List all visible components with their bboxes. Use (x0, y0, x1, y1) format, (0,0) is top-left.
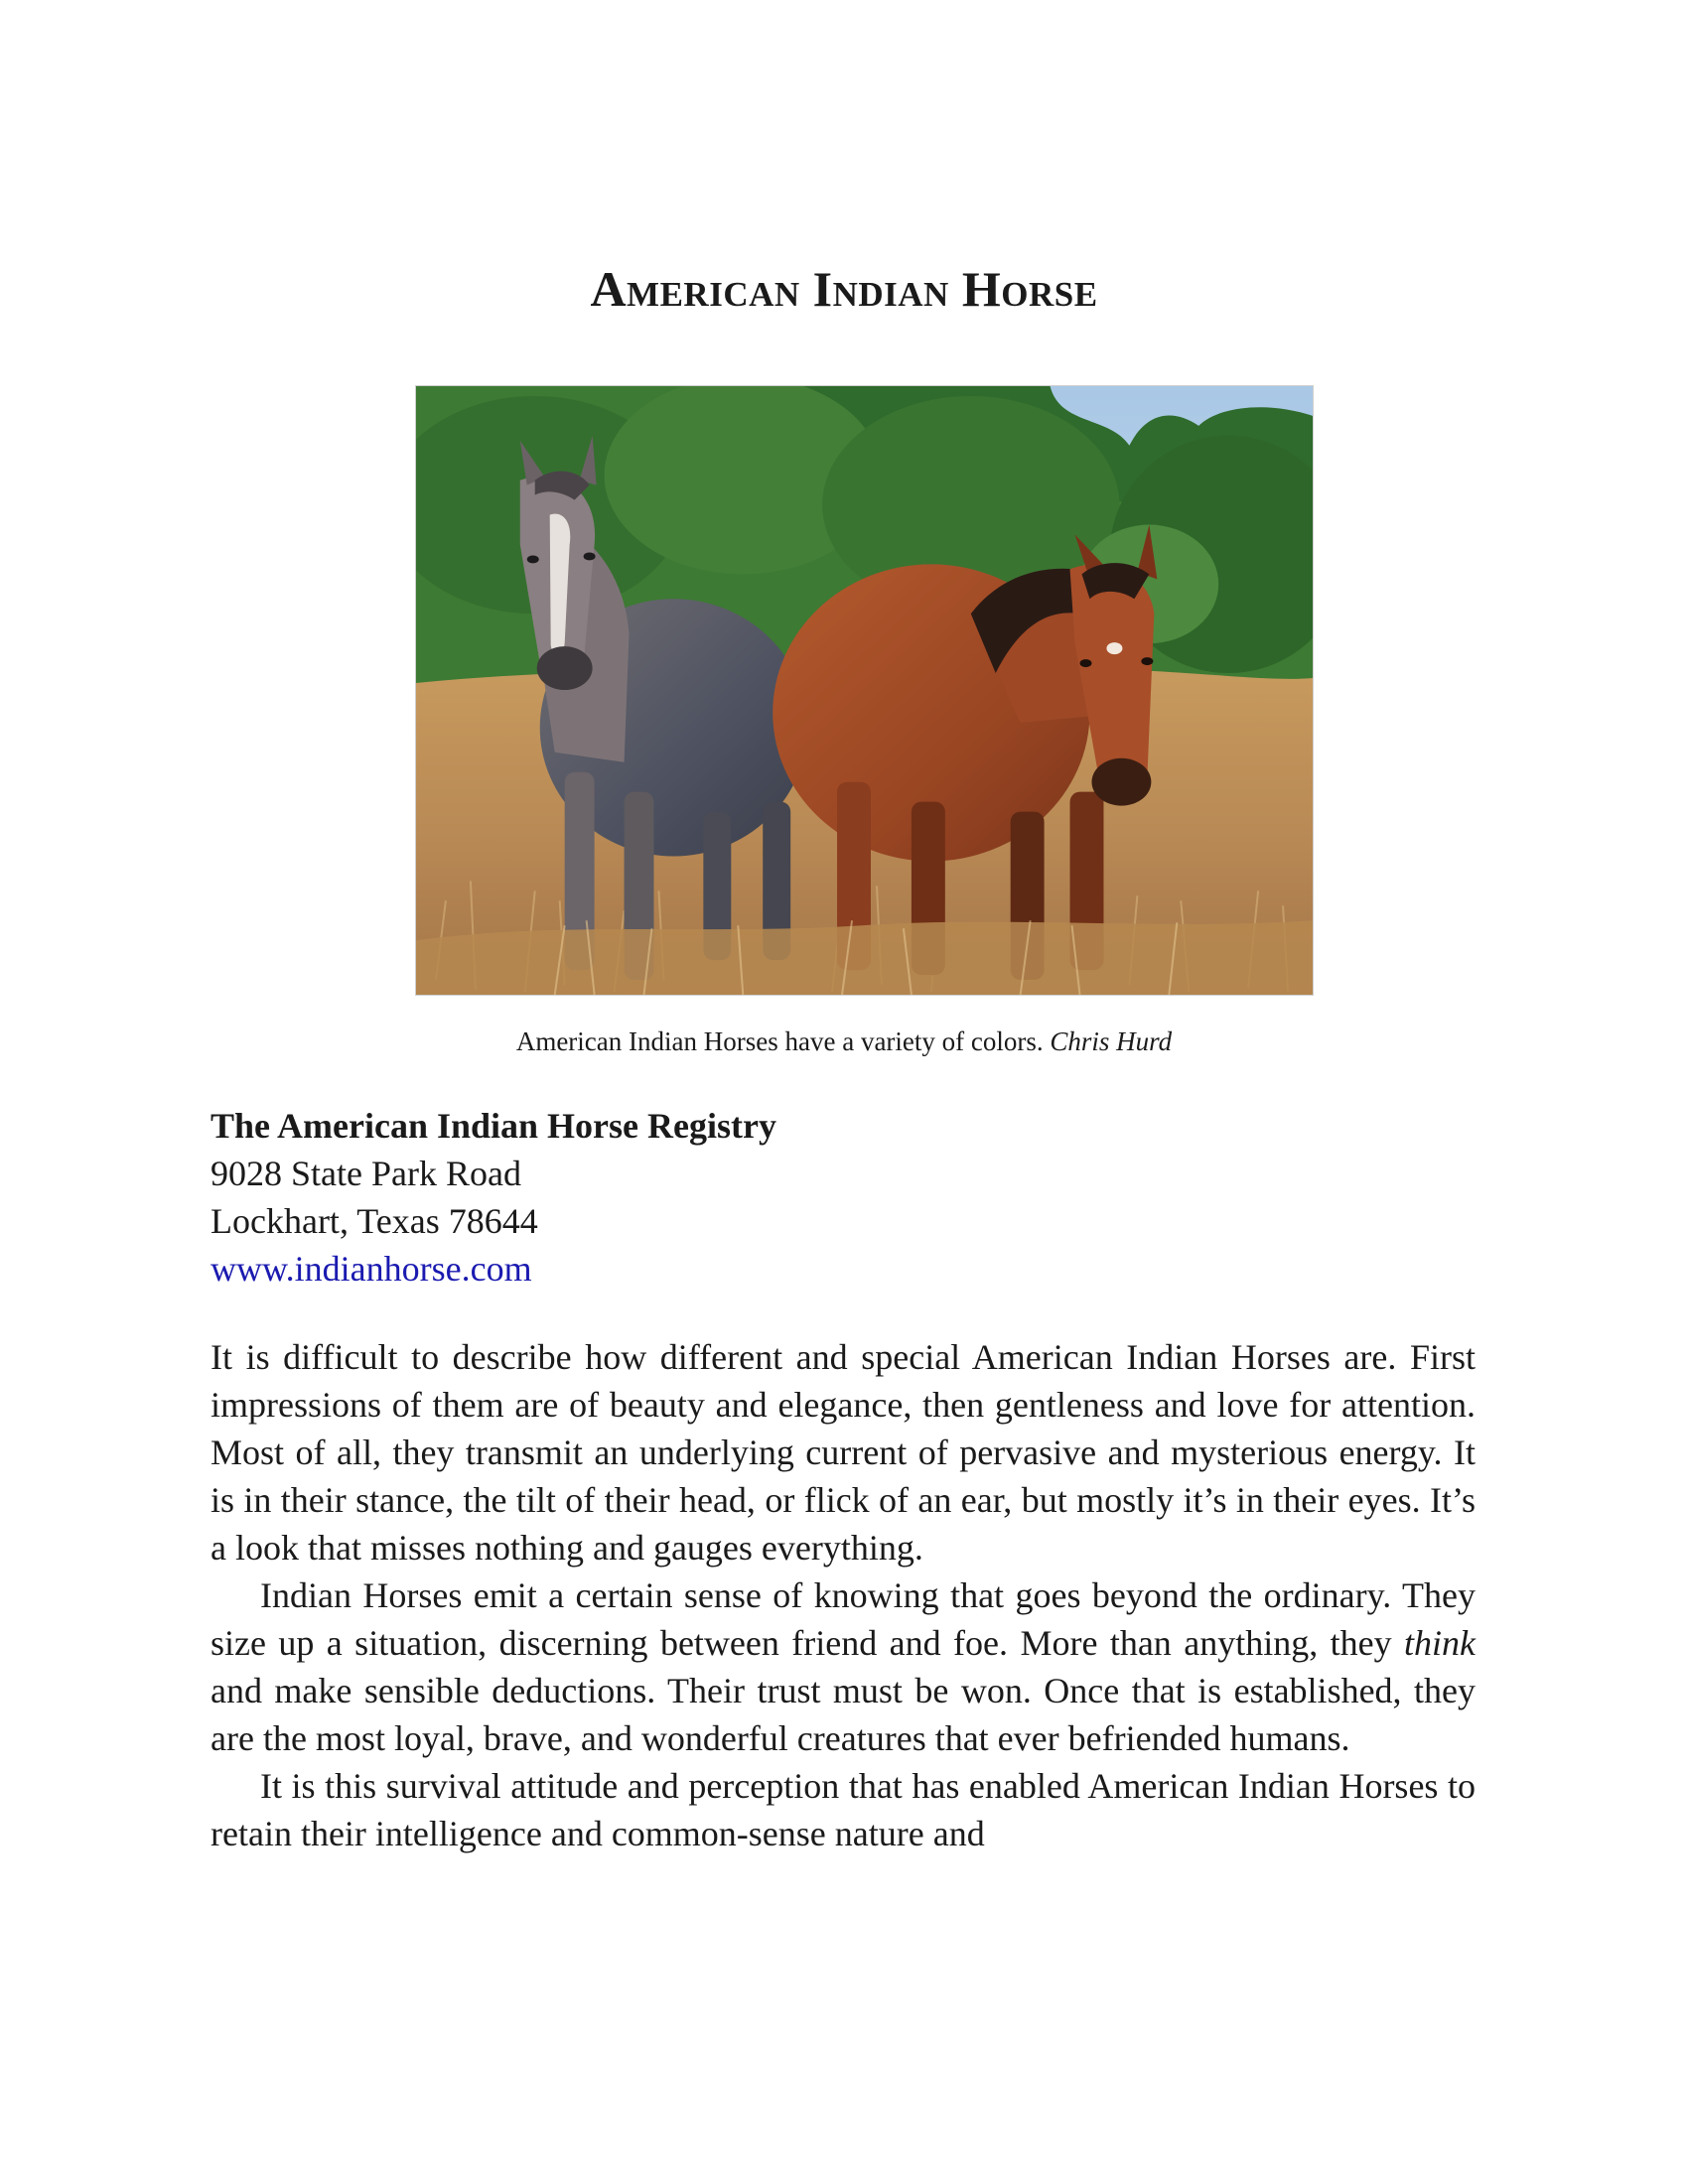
horses-photo-illustration (416, 386, 1313, 995)
paragraph-1: It is difficult to describe how different and special American Indian Horses are. First impressions of them are of beauty and elegance, then gentleness and love for attention. Most of all, they transmit an underlying current of pervasive and mysterious energy. It is in their stance, the tilt of their head, or flick of an ear, but mostly it’s in their eyes. It’s a look that misses nothing and gauges everything. (211, 1337, 1476, 1568)
photo-caption (0, 1026, 1688, 1057)
page-title: American Indian Horse (590, 261, 1098, 317)
address-city: Lockhart, Texas 78644 (211, 1201, 538, 1241)
website-link[interactable]: www.indianhorse.com (211, 1249, 532, 1289)
registry-contact (211, 1102, 776, 1293)
paragraph-2 (211, 1571, 1476, 1762)
paragraph-3: It is this survival attitude and perception that has enabled American Indian Horses to retain their intelligence and common-sense nature and (211, 1766, 1476, 1853)
paragraph-2-start: Indian Horses emit a certain sense of knowing that goes beyond the ordinary. They size up a situation, discerning between friend and foe. More than anything, they (211, 1575, 1476, 1663)
horses-photo (415, 385, 1314, 996)
photo-credit: Chris Hurd (1050, 1026, 1173, 1056)
article-body (211, 1333, 1476, 1857)
address-street: 9028 State Park Road (211, 1154, 521, 1193)
registry-name: The American Indian Horse Registry (211, 1106, 776, 1146)
paragraph-2-emphasis: think (1404, 1623, 1476, 1663)
caption-text: American Indian Horses have a variety of colors. (515, 1026, 1044, 1056)
paragraph-2-end: and make sensible deductions. Their trust must be won. Once that is established, they are the most loyal, brave, and wonderful creatures that ever befriended humans. (211, 1671, 1476, 1758)
